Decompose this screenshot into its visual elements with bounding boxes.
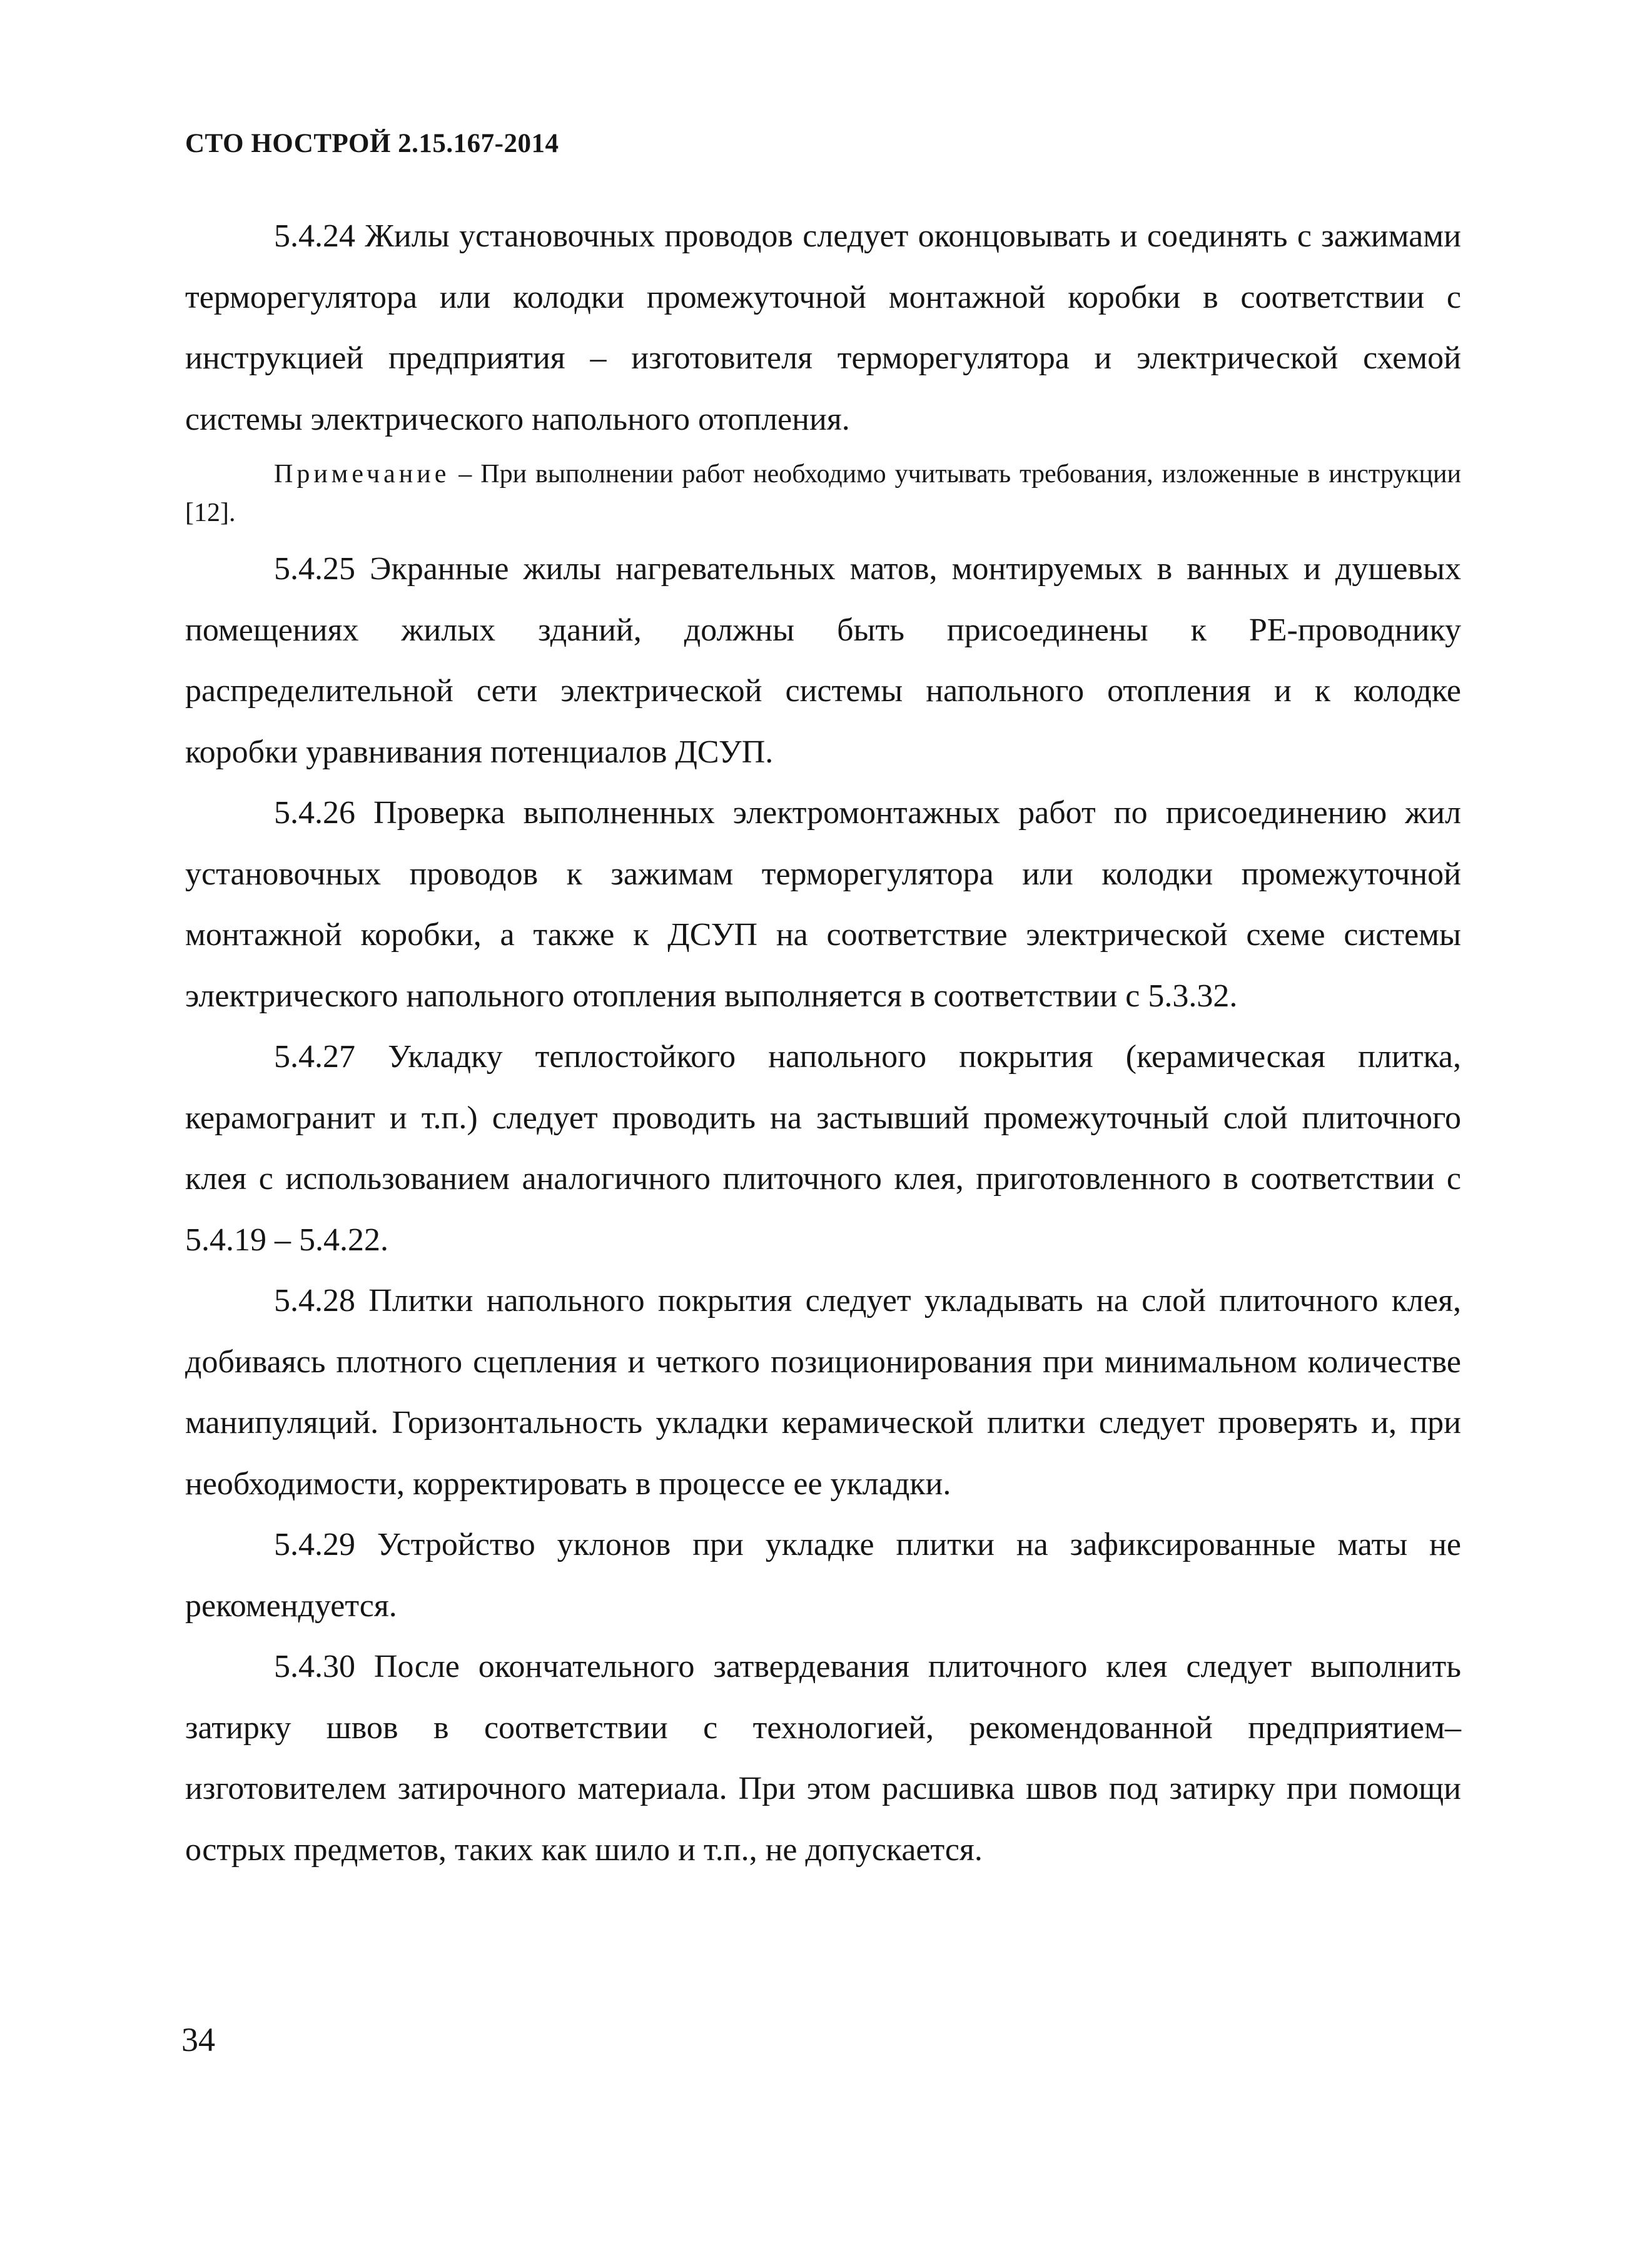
page-number: 34 — [181, 2021, 215, 2058]
note — [185, 455, 1461, 532]
note-text: – При выполнении работ необходимо учитывать требования, изложенные в инструкции [12]. — [185, 460, 1461, 527]
paragraph-5-4-24: 5.4.24 Жилы установочных проводов следует оконцовывать и соединять с зажимами терморегулятора или колодки промежуточной монтажной коробки в соответствии с инструкцией предприятия – изготовителя терморегулятора и электрической схемой системы электрического напольного отопления. — [185, 218, 1461, 437]
paragraph-5-4-30: 5.4.30 После окончательного затвердевания плиточного клея следует выполнить затирку швов в соответствии с технологией, рекомендованной предприятием–изготовителем затирочного материала. При этом расшивка швов под затирку при помощи острых предметов, таких как шило и т.п., не допускается. — [185, 1649, 1461, 1868]
paragraph-5-4-25: 5.4.25 Экранные жилы нагревательных матов, монтируемых в ванных и душевых помещениях жилых зданий, должны быть присоединены к РЕ-проводнику распределительной сети электрической системы напольного отопления и к колодке коробки уравнивания потенциалов ДСУП. — [185, 551, 1461, 770]
paragraph-5-4-29: 5.4.29 Устройство уклонов при укладке плитки на зафиксированные маты не рекомендуется. — [185, 1527, 1461, 1624]
document-code-header: СТО НОСТРОЙ 2.15.167-2014 — [185, 129, 559, 158]
note-label: Примечание — [274, 460, 450, 489]
paragraph-5-4-28: 5.4.28 Плитки напольного покрытия следует укладывать на слой плиточного клея, добиваясь плотного сцепления и четкого позиционирования при минимальном количестве манипуляций. Горизонтальность укладки керамической плитки следует проверять и, при необходимости, корректировать в процессе ее укладки. — [185, 1283, 1461, 1502]
document-body — [185, 206, 1461, 1880]
paragraph-5-4-26: 5.4.26 Проверка выполненных электромонтажных работ по присоединению жил установочных проводов к зажимам терморегулятора или колодки промежуточной монтажной коробки, а также к ДСУП на соответствие электрической схеме системы электрического напольного отопления выполняется в соответствии с 5.3.32. — [185, 795, 1461, 1014]
paragraph-5-4-27: 5.4.27 Укладку теплостойкого напольного покрытия (керамическая плитка, керамогранит и т.п.) следует проводить на застывший промежуточный слой плиточного клея с использованием аналогичного плиточного клея, приготовленного в соответствии с 5.4.19 – 5.4.22. — [185, 1039, 1461, 1258]
